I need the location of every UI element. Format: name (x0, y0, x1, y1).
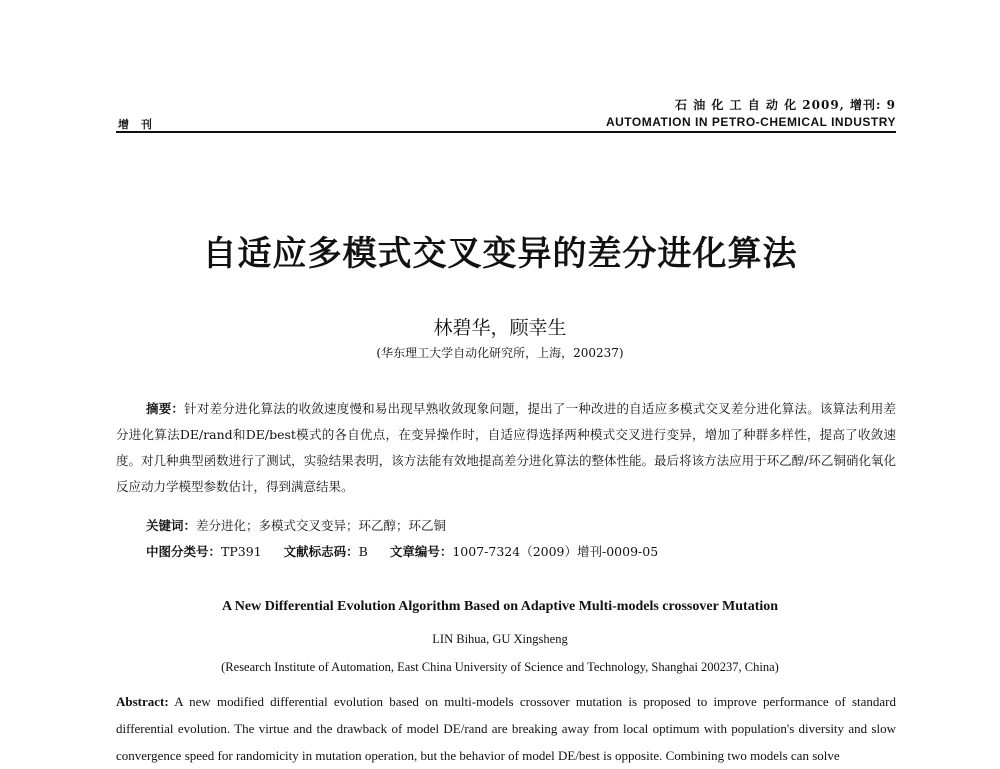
journal-name-en: AUTOMATION IN PETRO-CHEMICAL INDUSTRY (605, 115, 896, 129)
journal-header-cn (675, 96, 896, 113)
article-no-label: 文章编号： (389, 544, 453, 559)
authors-cn: 林碧华，顾幸生 (433, 317, 567, 339)
keywords-cn-text: 差分进化；多模式交叉变异；环乙醇；环乙铜 (196, 518, 447, 533)
paper-title-en: A New Differential Evolution Algorithm Based on Adaptive Multi-models crossover Mutation (221, 599, 779, 614)
clc-value: TP391 (221, 544, 262, 559)
header-divider (116, 131, 896, 133)
authors-en: LIN Bihua, GU Xingsheng (432, 632, 568, 646)
doc-code-value: B (358, 544, 368, 559)
article-no-value: 1007-7324（2009）增刊-0009-05 (452, 544, 659, 559)
abstract-en-text: A new modified differential evolution based on multi-models crossover mutation is proposed to improve performance of standard differential evolution. The virtue and the drawback of model DE/rand are breaking away from local optimum with population's diversity and slow convergence speed for randomicity in mutation operation, but the behavior of model DE/best is opposite. Combining two models can solve (116, 694, 896, 763)
keywords-cn (146, 516, 446, 534)
journal-name-cn: 石 油 化 工 自 动 化 (675, 98, 798, 112)
clc-label: 中图分类号： (146, 544, 222, 559)
doc-code-label: 文献标志码： (283, 544, 359, 559)
issue-info: 2009, 增刊: 9 (802, 98, 896, 112)
abstract-cn-text: 针对差分进化算法的收敛速度慢和易出现早熟收敛现象问题，提出了一种改进的自适应多模式交叉差分进化算法。该算法利用差分进化算法DE/rand和DE/best模式的各自优点，在变异操作时，自适应得选择两种模式交叉进行变异，增加了种群多样性，提高了收敛速度。对几种典型函数进行了测试，实验结果表明，该方法能有效地提高差分进化算法的整体性能。最后将该方法应用于环乙醇/环乙铜硝化氧化反应动力学模型参数估计，得到满意结果。 (116, 401, 896, 494)
affiliation-en: (Research Institute of Automation, East China University of Science and Technology, Shanghai 200237, China) (221, 660, 779, 674)
abstract-en-label: Abstract: (116, 694, 169, 709)
abstract-cn (116, 396, 896, 500)
abstract-cn-label: 摘要： (146, 401, 185, 416)
paper-title-cn: 自适应多模式交叉变异的差分进化算法 (202, 234, 798, 274)
abstract-en (116, 688, 896, 769)
classification-line (146, 542, 658, 560)
keywords-cn-label: 关键词： (146, 518, 197, 533)
supplement-label: 增 刊 (118, 118, 156, 131)
affiliation-cn: (华东理工大学自动化研究所，上海，200237) (376, 346, 624, 360)
